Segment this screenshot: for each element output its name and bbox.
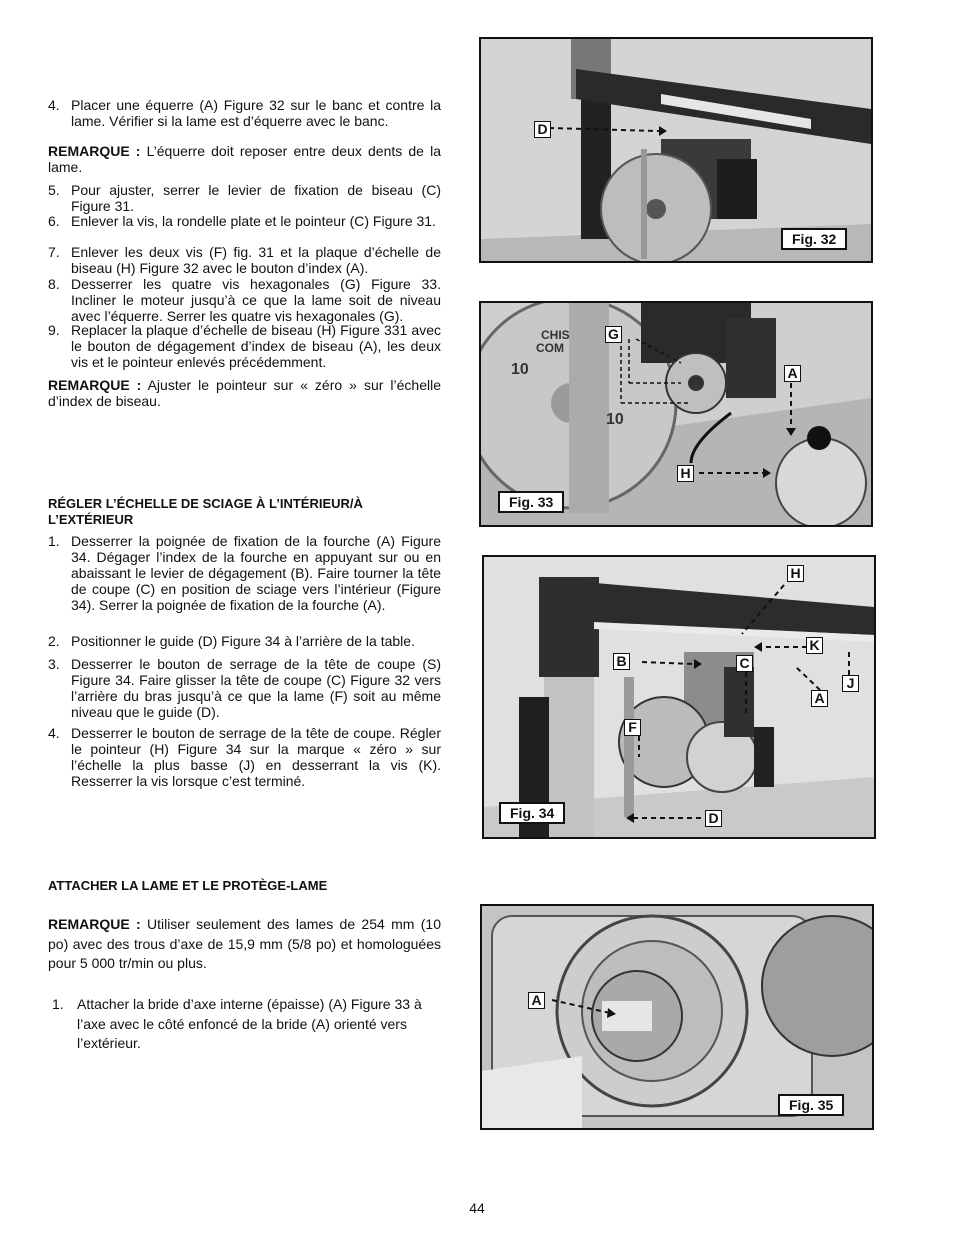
step-number: 8. <box>48 276 60 292</box>
step-text: Desserrer les quatre vis hexagonales (G) Figure 33. Incliner le moteur jusqu’à ce que la lame soit de niveau avec l’équerre. Serrer les quatre vis hexagonales (G). <box>71 276 441 324</box>
section1-step-1 <box>48 533 441 613</box>
callout-a: A <box>811 690 828 707</box>
figure-33 <box>479 301 873 527</box>
note-label: REMARQUE : <box>48 143 141 159</box>
callout-d: D <box>534 121 551 138</box>
fig32-label: Fig. 32 <box>781 228 847 250</box>
step-number: 4. <box>48 725 60 741</box>
step-number: 3. <box>48 656 60 672</box>
note-text: Utiliser seulement des lames de 254 mm (10 po) avec des trous d’axe de 15,9 mm (5/8 po) et homologuées pour 5 000 tr/min ou plus. <box>48 916 441 971</box>
callout-a: A <box>528 992 545 1009</box>
step-number: 6. <box>48 213 60 229</box>
note-label: REMARQUE : <box>48 377 142 393</box>
step-text: Replacer la plaque d’échelle de biseau (H) Figure 331 avec le bouton de dégagement d’index de biseau (A), les deux vis et le pointeur enlevés précédemment. <box>71 322 441 370</box>
step-7-top <box>48 244 441 276</box>
figure-32 <box>479 37 873 263</box>
step-text: Attacher la bride d’axe interne (épaisse) (A) Figure 33 à l’axe avec le côté enfoncé de la bride (A) orienté vers l’extérieur. <box>77 996 422 1051</box>
section1-step-4 <box>48 725 441 789</box>
note-text: L’équerre doit reposer entre deux dents de la lame. <box>48 143 441 175</box>
callout-h: H <box>787 565 804 582</box>
section-heading-attach-blade: ATTACHER LA LAME ET LE PROTÈGE-LAME <box>48 878 328 893</box>
note-2 <box>48 377 441 409</box>
callout-g: G <box>605 326 622 343</box>
section2-step-1 <box>52 995 441 1054</box>
callout-f: F <box>624 719 641 736</box>
callout-a: A <box>784 365 801 382</box>
callout-c: C <box>736 655 753 672</box>
step-number: 1. <box>52 996 64 1012</box>
step-text: Pour ajuster, serrer le levier de fixation de biseau (C) Figure 31. <box>71 182 441 214</box>
blade-print-4: 10 <box>606 411 624 428</box>
figure-35 <box>480 904 874 1130</box>
step-number: 2. <box>48 633 60 649</box>
callout-h: H <box>677 465 694 482</box>
callout-d: D <box>705 810 722 827</box>
fig34-label: Fig. 34 <box>499 802 565 824</box>
step-number: 1. <box>48 533 60 549</box>
section-heading-bevel-scale: RÉGLER L’ÉCHELLE DE SCIAGE À L’INTÉRIEUR/À L’EXTÉRIEUR <box>48 496 363 527</box>
note-1 <box>48 143 441 175</box>
step-4-top <box>48 97 441 129</box>
step-8-top <box>48 276 441 324</box>
section1-step-3 <box>48 656 441 720</box>
callout-j: J <box>842 675 859 692</box>
step-text: Enlever les deux vis (F) fig. 31 et la plaque d’échelle de biseau (H) Figure 32 avec le bouton d’index (A). <box>71 244 441 276</box>
blade-print-1: CHIS <box>541 328 570 342</box>
note-label: REMARQUE : <box>48 916 141 932</box>
callout-k: K <box>806 637 823 654</box>
blade-print-3: 10 <box>511 361 529 378</box>
step-number: 5. <box>48 182 60 198</box>
step-number: 7. <box>48 244 60 260</box>
figure-34 <box>482 555 876 839</box>
step-text: Desserrer la poignée de fixation de la fourche (A) Figure 34. Dégager l’index de la fourche en appuyant sur ou en abaissant le levier de dégagement (B). Faire tourner la tête de coupe (C) en position de sciage vers l’intérieur (Figure 34). Serrer la poignée de fixation de la fourche (A). <box>71 533 441 613</box>
callout-b: B <box>613 653 630 670</box>
step-9-top <box>48 322 441 370</box>
blade-print-2: COM <box>536 341 564 355</box>
step-number: 4. <box>48 97 60 113</box>
note-3 <box>48 915 441 974</box>
fig35-label: Fig. 35 <box>778 1094 844 1116</box>
step-text: Placer une équerre (A) Figure 32 sur le banc et contre la lame. Vérifier si la lame est d’équerre avec le banc. <box>71 97 441 129</box>
fig33-label: Fig. 33 <box>498 491 564 513</box>
step-text: Positionner le guide (D) Figure 34 à l’arrière de la table. <box>71 633 415 649</box>
step-5-top <box>48 182 441 214</box>
step-text: Desserrer le bouton de serrage de la tête de coupe (S) Figure 34. Faire glisser la tête de coupe (C) Figure 32 vers l’arrière du bras jusqu’à ce que la lame (F) soit au même niveau que le guide (D). <box>71 656 441 720</box>
step-6-top <box>48 213 441 229</box>
section1-step-2 <box>48 633 441 649</box>
note-text: Ajuster le pointeur sur « zéro » sur l’échelle d’index de biseau. <box>48 377 441 409</box>
step-number: 9. <box>48 322 60 338</box>
step-text: Enlever la vis, la rondelle plate et le pointeur (C) Figure 31. <box>71 213 436 229</box>
step-text: Desserrer le bouton de serrage de la tête de coupe. Régler le pointeur (H) Figure 34 sur la marque « zéro » sur l’échelle la plus basse (J) en desserrant la vis (K). Resserrer la vis lorsque c’est terminé. <box>71 725 441 789</box>
page-number: 44 <box>469 1200 485 1216</box>
